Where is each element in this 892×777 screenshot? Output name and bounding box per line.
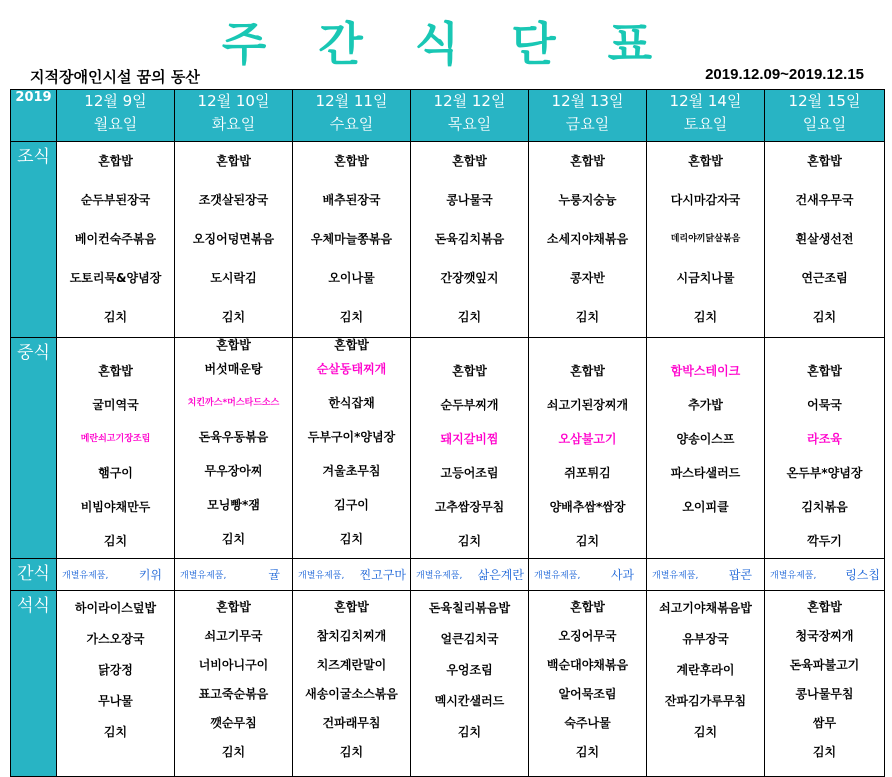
day-date: 12월 15일 [788,92,861,110]
snack-unit: 개별유제품, [298,571,345,581]
menu-item: 무우장아찌 [204,464,263,478]
snack-row [11,559,885,591]
menu-item: 김치볶음 [801,500,848,514]
menu-item: 연근조림 [801,271,848,285]
snack-content [175,559,292,590]
menu-item: 김치 [221,745,246,759]
menu-item: 잔파김가루무침 [664,694,747,708]
lunch-cell-sun [765,338,885,559]
menu-item: 혼합밥 [807,600,842,614]
day-date: 12월 13일 [551,92,624,110]
lunch-cell-mon [57,338,175,559]
day-weekday: 목요일 [447,115,492,133]
menu-item-highlight: 순살동태찌개 [316,362,387,376]
lunch-cell-tue [175,338,293,559]
dinner-row [11,591,885,777]
menu-item: 새송이굴소스볶음 [305,687,398,701]
menu-item: 굴미역국 [92,398,139,412]
menu-item: 김치 [339,745,364,759]
menu-period: 2019.12.09~2019.12.15 [705,66,864,83]
menu-item: 너비아니구이 [198,658,269,672]
menu-item: 오이피클 [682,500,729,514]
menu-item: 흰살생선전 [795,232,854,246]
menu-item: 콩나물국 [446,193,493,207]
dinner-cell-fri [529,591,647,777]
menu-item: 혼합밥 [98,154,133,168]
menu-item: 김치 [457,310,482,324]
menu-item: 온두부*양념장 [786,466,863,480]
menu-item: 하이라이스덮밥 [74,601,157,615]
lunch-cell-wed [293,338,411,559]
day-header-fri [529,90,647,142]
menu-item: 혼합밥 [688,154,723,168]
menu-item: 건새우무국 [795,193,854,207]
menu-item: 추가밥 [688,398,723,412]
lunch-cell-sat [647,338,765,559]
snack-unit: 개별유제품, [652,571,699,581]
menu-item: 두부구이*양념장 [307,430,396,444]
day-date: 12월 11일 [315,92,388,110]
day-header-thu [411,90,529,142]
meal-label-breakfast: 조식 [11,142,57,338]
menu-item: 양배추쌈*쌈장 [549,500,626,514]
menu-item: 고추쌈장무침 [434,500,505,514]
menu-item: 멕시칸샐러드 [434,694,505,708]
menu-item: 김치 [575,745,600,759]
menu-item: 쇠고기된장찌개 [546,398,629,412]
menu-item: 순두부된장국 [80,193,151,207]
snack-content [647,559,764,590]
snack-unit: 개별유제품, [770,571,817,581]
menu-item: 쇠고기야채볶음밥 [659,601,752,615]
menu-item: 콩자반 [570,271,605,285]
day-date: 12월 14일 [669,92,742,110]
menu-item: 김치 [812,745,837,759]
menu-item: 어묵국 [807,398,842,412]
snack-cell-thu [411,559,529,591]
snack-content [411,559,528,590]
menu-item: 한식잡채 [328,396,375,410]
menu-item: 조갯살된장국 [198,193,269,207]
snack-cell-sat [647,559,765,591]
menu-item: 김치 [103,534,128,548]
breakfast-cell-fri [529,142,647,338]
day-date: 12월 10일 [197,92,270,110]
snack-cell-fri [529,559,647,591]
snack-unit: 개별유제품, [534,571,581,581]
breakfast-cell-wed [293,142,411,338]
menu-item-highlight: 오삼불고기 [558,432,617,446]
dinner-cell-tue [175,591,293,777]
menu-item: 김치 [812,310,837,324]
menu-item: 순두부찌개 [440,398,499,412]
snack-item: 키위 [138,568,162,582]
snack-item: 귤 [268,568,280,582]
breakfast-cell-tue [175,142,293,338]
facility-name: 지적장애인시설 꿈의 동산 [30,68,200,86]
day-weekday: 일요일 [802,115,847,133]
menu-item: 닭강정 [98,663,133,677]
menu-item: 데리야끼닭살볶음 [670,234,741,244]
menu-item: 김치 [221,310,246,324]
snack-item: 사과 [610,568,634,582]
menu-item: 표고죽순볶음 [198,687,269,701]
snack-content [57,559,174,590]
menu-item: 비빔야채만두 [80,500,151,514]
menu-item-highlight: 메란쇠고기장조림 [80,434,151,444]
menu-item: 혼합밥 [334,338,369,352]
menu-item: 누룽지숭늉 [558,193,617,207]
meal-label-dinner: 석식 [11,591,57,777]
menu-item: 쥐포튀김 [564,466,611,480]
menu-item: 혼합밥 [334,154,369,168]
menu-item: 혼합밥 [452,364,487,378]
day-header-tue [175,90,293,142]
snack-content [765,559,884,590]
snack-item: 삶은계란 [477,568,524,582]
meal-label-lunch: 중식 [11,338,57,559]
menu-item: 김치 [575,534,600,548]
menu-item: 우체마늘쫑볶음 [310,232,393,246]
breakfast-cell-mon [57,142,175,338]
day-weekday: 수요일 [329,115,374,133]
menu-item: 시금치나물 [676,271,735,285]
dinner-cell-thu [411,591,529,777]
day-date: 12월 9일 [84,92,147,110]
snack-item: 팝콘 [728,568,752,582]
dinner-cell-wed [293,591,411,777]
menu-item: 깍두기 [807,534,842,548]
menu-item: 김치 [457,725,482,739]
menu-item: 혼합밥 [570,600,605,614]
menu-item: 모닝빵*잼 [207,498,260,512]
menu-item: 소세지야채볶음 [546,232,629,246]
day-weekday: 화요일 [211,115,256,133]
menu-item: 혼합밥 [570,154,605,168]
day-weekday: 토요일 [683,115,728,133]
menu-item: 김구이 [334,498,369,512]
snack-content [529,559,646,590]
day-weekday: 월요일 [93,115,138,133]
menu-item: 혼합밥 [216,338,251,352]
menu-item: 도토리묵&양념장 [69,271,162,285]
menu-item: 혼합밥 [98,364,133,378]
lunch-row [11,338,885,559]
lunch-cell-fri [529,338,647,559]
menu-item: 유부장국 [682,632,729,646]
menu-item: 배추된장국 [322,193,381,207]
menu-item: 김치 [221,532,246,546]
menu-item: 김치 [693,725,718,739]
menu-item: 계란후라이 [676,663,735,677]
menu-item: 베이컨숙주볶음 [74,232,157,246]
menu-item: 콩나물무침 [795,687,854,701]
breakfast-cell-sun [765,142,885,338]
menu-item: 다시마감자국 [670,193,741,207]
menu-item: 오징어무국 [558,629,617,643]
menu-item: 김치 [575,310,600,324]
menu-item: 쇠고기무국 [204,629,263,643]
snack-item: 링스칩 [845,568,880,582]
menu-item-highlight: 돼지갈비찜 [440,432,499,446]
day-weekday: 금요일 [565,115,610,133]
menu-item: 김치 [457,534,482,548]
menu-item: 파스타샐러드 [670,466,741,480]
menu-item: 김치 [103,310,128,324]
snack-cell-sun [765,559,885,591]
menu-item: 돈육파불고기 [789,658,860,672]
menu-item: 김치 [339,532,364,546]
menu-item: 혼합밥 [216,600,251,614]
breakfast-cell-sat [647,142,765,338]
menu-item: 돈육칠리볶음밥 [428,601,511,615]
menu-item: 혼합밥 [452,154,487,168]
day-header-sun [765,90,885,142]
menu-item: 참치김치찌개 [316,629,387,643]
page-title: 주 간 식 단 표 [221,17,671,71]
menu-item: 혼합밥 [807,364,842,378]
menu-item-highlight: 함박스테이크 [670,364,741,378]
menu-item: 도시락김 [210,271,257,285]
snack-cell-wed [293,559,411,591]
menu-item: 간장깻잎지 [440,271,499,285]
day-date: 12월 12일 [433,92,506,110]
breakfast-cell-thu [411,142,529,338]
snack-cell-mon [57,559,175,591]
menu-item: 혼합밥 [216,154,251,168]
snack-unit: 개별유제품, [180,571,227,581]
menu-item: 햄구이 [98,466,133,480]
menu-item: 혼합밥 [807,154,842,168]
dinner-cell-mon [57,591,175,777]
menu-item: 숙주나물 [564,716,611,730]
menu-item: 버섯매운탕 [204,362,263,376]
menu-item: 청국장찌개 [795,629,854,643]
menu-item: 김치 [339,310,364,324]
weekly-menu-table [10,89,885,777]
menu-item: 알어묵조림 [558,687,617,701]
lunch-cell-thu [411,338,529,559]
menu-item-highlight: 치킨까스*머스타드소스 [187,398,280,408]
menu-item: 김치 [693,310,718,324]
day-header-wed [293,90,411,142]
header-row [11,90,885,142]
day-header-mon [57,90,175,142]
menu-item: 돈육김치볶음 [434,232,505,246]
menu-item: 오징어덩면볶음 [192,232,275,246]
menu-item: 오이나물 [328,271,375,285]
year-label: 2019 [11,90,57,142]
meal-label-snack: 간식 [11,559,57,591]
menu-item: 무나물 [98,694,133,708]
snack-cell-tue [175,559,293,591]
menu-item: 양송이스프 [676,432,735,446]
menu-item: 치즈계란말이 [316,658,387,672]
menu-item-highlight: 라조육 [807,432,842,446]
snack-unit: 개별유제품, [416,571,463,581]
day-header-sat [647,90,765,142]
menu-item: 우엉조림 [446,663,493,677]
menu-item: 혼합밥 [334,600,369,614]
snack-content [293,559,410,590]
breakfast-row [11,142,885,338]
snack-item: 찐고구마 [359,568,406,582]
menu-item: 김치 [103,725,128,739]
menu-item: 가스오장국 [86,632,145,646]
menu-item: 깻순무침 [210,716,257,730]
menu-item: 얼큰김치국 [440,632,499,646]
menu-item: 건파래무침 [322,716,381,730]
menu-item: 고등어조림 [440,466,499,480]
dinner-cell-sat [647,591,765,777]
dinner-cell-sun [765,591,885,777]
menu-item: 돈육우동볶음 [198,430,269,444]
snack-unit: 개별유제품, [62,571,109,581]
menu-item: 쌈무 [812,716,837,730]
menu-item: 혼합밥 [570,364,605,378]
menu-item: 겨울초무침 [322,464,381,478]
menu-item: 백순대야채볶음 [546,658,629,672]
